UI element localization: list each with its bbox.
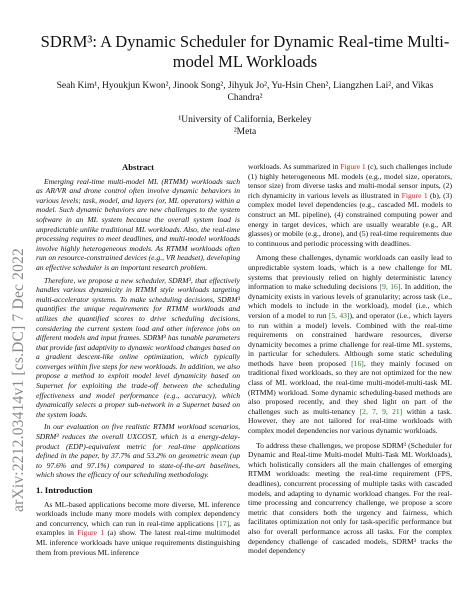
abstract-heading: Abstract bbox=[122, 162, 154, 172]
abstract-paragraph-3: In our evaluation on five realistic RTMM workload scenarios, SDRM³ reduces the overall UXCOST, which is a energy-delay-product (EDP)-equivalent metric for real-time applications defined in the paper, by 37.7% and 53.2% on geometric mean (up to 97.6% and 97.1%) compared to state-of-the-art baselines, which shows the efficacy of our scheduling methodology. bbox=[36, 422, 240, 480]
body-text: Among these challenges, dynamic workloads can easily lead to unpredictable system loads, which is a new challenge for ML systems that previously relied on highly deterministic latency information to make scheduling decisions bbox=[248, 253, 452, 292]
figure-link[interactable]: Figure 1 bbox=[401, 190, 428, 200]
affiliation-2: ²Meta bbox=[233, 127, 257, 137]
body-paragraph-1 bbox=[248, 162, 452, 248]
intro-text: As ML-based applications become more diverse, ML inference workloads include many more models with complex dependency and concurrency, which can run in real-time applications bbox=[36, 499, 240, 528]
body-text: workloads. As summarized in bbox=[248, 162, 341, 171]
intro-text: (a) show. The latest real-time multimodel ML inference workloads have unique requirements distinguishing them from previous ML inference bbox=[36, 528, 240, 557]
paper-header bbox=[40, 32, 450, 138]
citation-link[interactable]: [9, 16] bbox=[379, 282, 401, 292]
citation-link[interactable]: [5, 43] bbox=[328, 310, 350, 320]
body-text: , they mainly focused on traditional fixed workloads, so they are not optimized for the new class of ML workload, the real-time multi-model-multi-task ML (RTMM) workload. Some dynamic scheduling-based methods are also proposed recently, and they shed light on part of the challenges such as multi-tenancy bbox=[248, 358, 452, 416]
arxiv-identifier: arXiv:2212.03414v1 [cs.DC] 7 Dec 2022 bbox=[10, 248, 27, 512]
abstract-paragraph-1: Emerging real-time multi-model ML (RTMM) workloads such as AR/VR and drone control often involve dynamic behaviors in various levels; task, model, and layers (or, ML operators) within a model. Such dynamic behaviors are new challenges to the system software in an ML system because the overall system load is unpredictable unlike traditional ML workloads. Also, the real-time processing requires to meet deadlines, and multi-model workloads involve highly heterogeneous models. As RTMM workloads often run on resource-constrained devices (e.g., VR headset), developing an effective scheduler is an important research problem. bbox=[36, 176, 240, 272]
paper-title: SDRM³: A Dynamic Scheduler for Dynamic Real-time Multi-model ML Workloads bbox=[40, 32, 450, 71]
intro-text: , as examples in bbox=[36, 518, 240, 538]
body-text: within a task. However, they are not tailored for real-time workloads with complex model dependencies nor various dynamic workloads. bbox=[248, 406, 453, 436]
left-column bbox=[36, 163, 240, 561]
affiliation-1: ¹University of California, Berkeley bbox=[178, 115, 312, 125]
author-list: Seah Kim¹, Hyoukjun Kwon², Jinook Song², Jihyuk Jo², Yu-Hsin Chen², Liangzhen Lai², and Vikas Chandra² bbox=[56, 81, 434, 103]
abstract-section bbox=[36, 163, 240, 480]
body-text: . In addition, the dynamicity exists in various levels of granularity; across task (i.e., which models to include in the workload), model (i.e., which version of a model to run bbox=[248, 282, 453, 320]
body-text: (b), (3) complex model level dependencies (e.g., cascaded ML models to construct an ML pipeline), (4) constrained computing power and energy in target devices, which are usually wearable (e.g., AR glasses) or mobile (e.g., drone), and (5) real-time requirements due to continuous and periodic processing with deadlines. bbox=[248, 190, 452, 248]
introduction-body bbox=[36, 500, 240, 558]
intro-paragraph-1 bbox=[36, 500, 240, 558]
section-heading-introduction: 1. Introduction bbox=[36, 485, 93, 495]
body-text: ), and operator (i.e., which layers to run within a model) levels. Combined with the real-time requirements on constrained hardware resources, diverse dynamicity becomes a prime challenge for real-time ML systems, in particular for schedulers. Although some static scheduling methods have been proposed bbox=[248, 310, 452, 368]
figure-link[interactable]: Figure 1 bbox=[340, 162, 366, 171]
arxiv-identifier-stamp bbox=[6, 190, 32, 570]
body-paragraph-3: To address these challenges, we propose SDRM³ (Scheduler for Dynamic and Real-time Multi-model Multi-Task ML Workloads), which holistically considers all the main challenges of emerging RTMM workloads: meeting the real-time requirement (FPS, deadlines), concurrent processing of multiple tasks with cascaded models, and adapting to dynamic workload changes. For the real-time processing and concurrency challenge, we propose a score metric that considers both the urgency and fairness, which facilitates optimization not only for task-specific performance but also for overall performance across all tasks. For the complex dependency challenge of cascaded models, SDRM³ tracks the model dependency bbox=[248, 440, 452, 556]
body-paragraph-2 bbox=[248, 253, 452, 435]
figure-link[interactable]: Figure 1 bbox=[77, 528, 105, 538]
citation-link[interactable]: [2, 7, 9, 21] bbox=[359, 406, 403, 416]
body-text: (c), such challenges include (1) highly heterogeneous ML models (e.g., model size, operators, tensor size) from diverse tasks and multi-modal sensor inputs, (2) rich dynamicity in various levels as illustrated in bbox=[248, 162, 452, 200]
right-column bbox=[248, 162, 452, 561]
citation-link[interactable]: [16] bbox=[351, 358, 364, 368]
citation-link[interactable]: [17] bbox=[216, 518, 230, 528]
abstract-paragraph-2: Therefore, we propose a new scheduler, SDRM³, that effectively handles various dynamicity in RTMM style workloads targeting multi-accelerator systems. To make scheduling decisions, SDRM³ quantifies the unique requirements for RTMM workloads and utilizes the quantified scores to drive scheduling decisions, considering the current system load and other inference jobs on different models and input frames. SDRM³ has tunable parameters that provide fast adaptivity to dynamic workload changes based on a gradient descent-like online optimization, which typically converges within five steps for new workloads. In addition, we also propose a method to exploit model level dynamicity based on Supernet for exploiting the trade-off between the scheduling effectiveness and model performance (e.g., accuracy), which dynamically selects a proper sub-network in a Supernet based on the system loads. bbox=[36, 275, 240, 419]
